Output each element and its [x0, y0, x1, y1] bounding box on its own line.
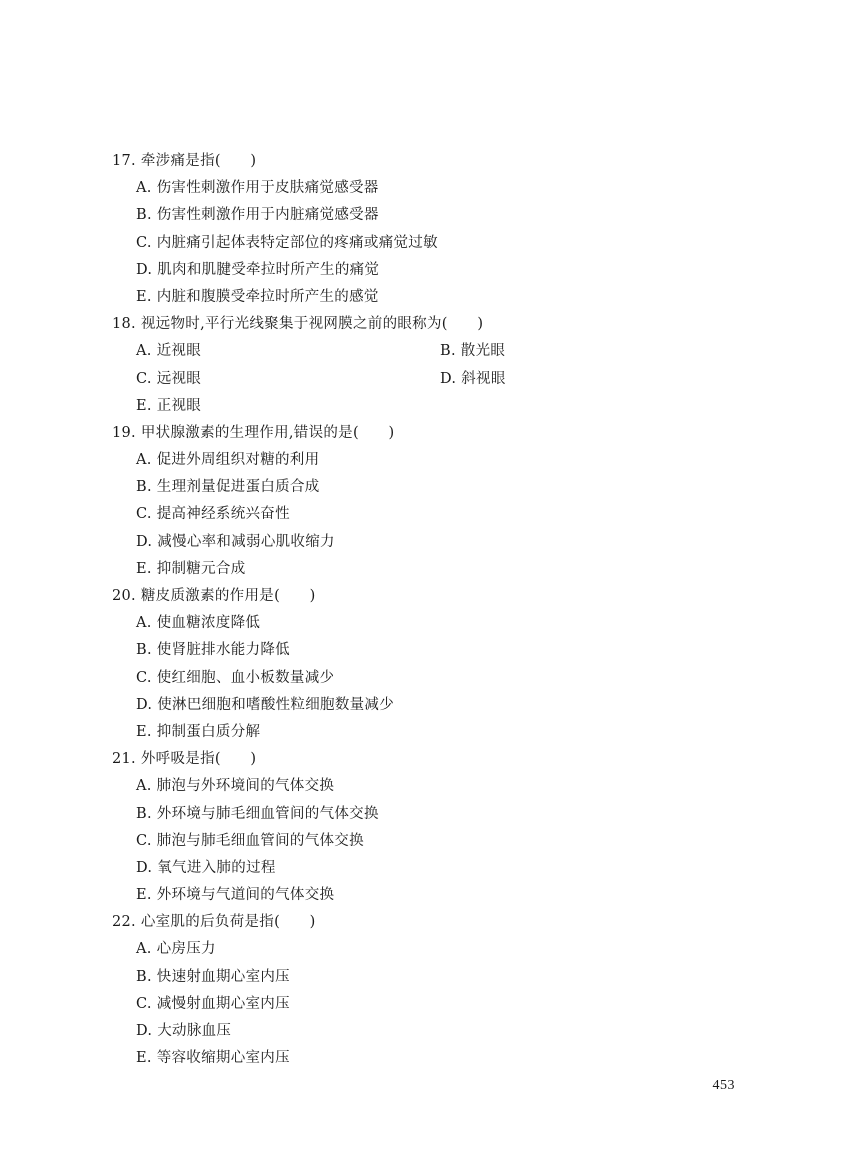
option-grid: [112, 338, 752, 420]
option-c: C. 远视眼: [136, 370, 202, 387]
question-stem: 18. 视远物时,平行光线聚集于视网膜之前的眼称为( ): [112, 316, 484, 333]
page-number: 453: [712, 1078, 735, 1093]
option-e: E. 正视眼: [136, 397, 202, 414]
option-list: [112, 175, 752, 311]
option-list: [112, 773, 752, 909]
option-b: B. 生理剂量促进蛋白质合成: [136, 479, 320, 496]
option-a: A. 使血糖浓度降低: [136, 615, 261, 632]
option-a: A. 心房压力: [136, 941, 216, 958]
question-22: [112, 909, 752, 1072]
option-c: C. 使红细胞、血小板数量减少: [136, 669, 335, 686]
question-stem: 21. 外呼吸是指( ): [112, 751, 257, 768]
option-c: C. 肺泡与肺毛细血管间的气体交换: [136, 832, 364, 849]
question-stem: 20. 糖皮质激素的作用是( ): [112, 588, 316, 604]
option-e: E. 抑制蛋白质分解: [136, 723, 261, 740]
option-a: A. 伤害性刺激作用于皮肤痛觉感受器: [136, 180, 379, 197]
option-e: E. 抑制糖元合成: [136, 560, 246, 577]
option-c: C. 减慢射血期心室内压: [136, 995, 290, 1012]
option-list: [112, 610, 752, 746]
option-a: A. 肺泡与外环境间的气体交换: [136, 778, 335, 795]
question-19: [112, 420, 752, 583]
option-d: D. 斜视眼: [440, 370, 506, 387]
option-b: B. 使肾脏排水能力降低: [136, 642, 290, 659]
question-stem: 22. 心室肌的后负荷是指( ): [112, 914, 316, 931]
question-20: [112, 583, 752, 746]
question-stem: 17. 牵涉痛是指( ): [112, 153, 257, 169]
option-b: B. 快速射血期心室内压: [136, 968, 290, 985]
option-a: A. 近视眼: [136, 343, 201, 360]
option-d: D. 氧气进入肺的过程: [136, 859, 276, 876]
option-c: C. 内脏痛引起体表特定部位的疼痛或痛觉过敏: [136, 234, 438, 251]
question-stem: 19. 甲状腺激素的生理作用,错误的是( ): [112, 424, 395, 441]
question-18: [112, 311, 752, 420]
option-d: D. 大动脉血压: [136, 1023, 232, 1039]
option-d: D. 减慢心率和减弱心肌收缩力: [136, 533, 335, 550]
option-list: [112, 936, 752, 1072]
option-a: A. 促进外周组织对糖的利用: [136, 452, 320, 469]
option-e: E. 外环境与气道间的气体交换: [136, 887, 335, 904]
question-17: [112, 148, 752, 311]
option-b: B. 散光眼: [440, 343, 506, 360]
option-b: B. 外环境与肺毛细血管间的气体交换: [136, 805, 379, 822]
option-e: E. 等容收缩期心室内压: [136, 1050, 290, 1067]
option-c: C. 提高神经系统兴奋性: [136, 506, 290, 523]
option-b: B. 伤害性刺激作用于内脏痛觉感受器: [136, 207, 379, 224]
option-list: [112, 447, 752, 583]
question-21: [112, 746, 752, 909]
option-d: D. 肌肉和肌腱受牵拉时所产生的痛觉: [136, 261, 380, 278]
page-content: [112, 148, 752, 1072]
option-d: D. 使淋巴细胞和嗜酸性粒细胞数量减少: [136, 696, 395, 713]
option-e: E. 内脏和腹膜受牵拉时所产生的感觉: [136, 288, 379, 305]
